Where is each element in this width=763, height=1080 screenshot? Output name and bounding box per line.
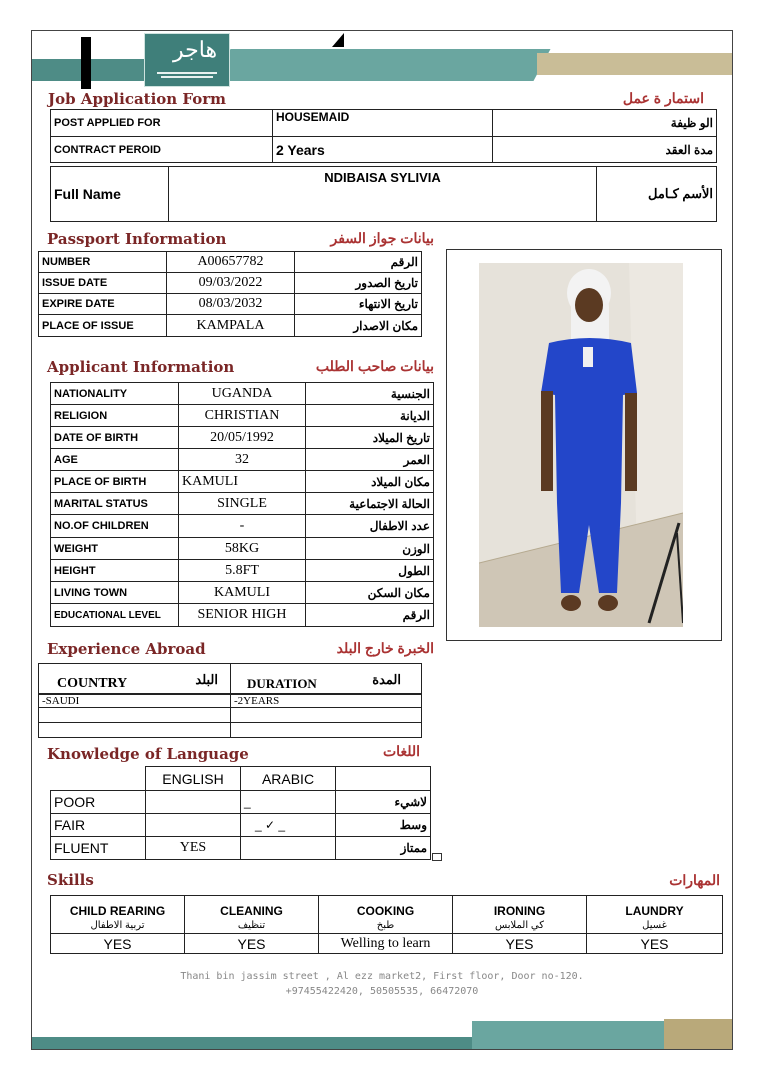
english-header: ENGLISH [146,767,241,791]
expire-date-label: EXPIRE DATE [39,294,167,315]
fair-english-cell [146,814,241,837]
issue-date-label-ar: تاريخ الصدور [295,273,422,294]
language-heading-ar: اللغات [383,743,420,759]
children-label: NO.OF CHILDREN [51,515,179,538]
place-of-issue-label-ar: مكان الاصدار [295,315,422,337]
country-header-label-ar: البلد [195,672,218,687]
arabic-header: ARABIC [241,767,336,791]
header-band-light [213,49,550,81]
experience-table [38,663,422,738]
marital-status-label-ar: الحالة الاجتماعية [306,493,434,515]
duration-header-label: DURATION [247,675,317,691]
religion-label-ar: الديانة [306,405,434,427]
passport-heading-ar: بيانات جواز السفر [330,230,434,246]
skill-laundry: LAUNDRY [587,896,723,918]
living-town-label-ar: مكان السكن [306,582,434,604]
height-label-ar: الطول [306,560,434,582]
company-address [102,969,662,999]
applicant-photo [479,263,683,627]
children-value: - [179,515,306,538]
applicant-heading-ar: بيانات صاحب الطلب [315,358,434,374]
country-header-label: COUNTRY [57,675,128,691]
age-label: AGE [51,449,179,471]
address-line: Thani bin jassim street , Al ezz market2, First floor, Door no-120. [180,971,584,982]
poor-label-ar: لاشيء [336,791,431,814]
language-corner-cell [51,767,146,791]
education-value: SENIOR HIGH [179,604,306,627]
nationality-value: UGANDA [179,383,306,405]
full-name-value: NDIBAISA SYLIVIA [169,167,597,222]
fair-label: FAIR [51,814,146,837]
skill-laundry-value: YES [587,934,723,954]
full-name-label-ar: الأسم كـامل [597,167,717,222]
applicant-heading: Applicant Information [47,358,235,376]
date-of-birth-label-ar: تاريخ الميلاد [306,427,434,449]
skill-cooking-ar: طبخ [319,918,453,934]
fluent-arabic-cell [241,837,336,860]
applicant-photo-frame [446,249,722,641]
expire-date-label-ar: تاريخ الانتهاء [295,294,422,315]
experience-empty-cell [39,708,231,723]
experience-country-cell: -SAUDI [39,694,231,708]
marital-status-value: SINGLE [179,493,306,515]
applicant-table [50,382,434,627]
contract-period-label: CONTRACT PEROID [51,137,273,163]
skill-child-rearing: CHILD REARING [51,896,185,918]
duration-header-label-ar: المدة [372,672,401,687]
post-applied-label-ar: الو ظيفة [493,110,717,137]
logo-mark: ﻫﺎﺟﺮ [173,38,218,63]
living-town-label: LIVING TOWN [51,582,179,604]
issue-date-value: 09/03/2022 [167,273,295,294]
experience-heading: Experience Abroad [47,640,206,658]
experience-duration-cell: -2YEARS [231,694,422,708]
place-of-issue-label: PLACE OF ISSUE [39,315,167,337]
poor-arabic-cell: _ [241,791,336,814]
phone-line: +97455422420, 50505535, 66472070 [285,986,479,997]
footer-band-tan [664,1019,733,1050]
full-name-label: Full Name [51,167,169,222]
age-value: 32 [179,449,306,471]
form-title-arabic: استمار ة عمل [622,90,704,106]
form-title: Job Application Form [48,90,227,108]
header-band-tan [537,53,733,75]
education-label: EDUCATIONAL LEVEL [51,604,179,627]
fluent-label-ar: ممتاز [336,837,431,860]
passport-number-label-ar: الرقم [295,252,422,273]
place-of-birth-label: PLACE OF BIRTH [51,471,179,493]
experience-empty-cell [231,708,422,723]
header-corner [332,33,344,47]
skill-child-rearing-ar: تربية الاطفال [51,918,185,934]
duration-header [231,664,422,694]
skills-heading: Skills [47,871,94,889]
contract-period-label-ar: مدة العقد [493,137,717,163]
experience-empty-cell [231,723,422,738]
height-label: HEIGHT [51,560,179,582]
fair-label-ar: وسط [336,814,431,837]
passport-table [38,251,422,337]
language-table [50,766,431,860]
applicant-photo-illustration [479,263,683,627]
religion-value: CHRISTIAN [179,405,306,427]
experience-empty-cell [39,723,231,738]
weight-value: 58KG [179,538,306,560]
fair-arabic-cell: _ ✓ _ [241,814,336,837]
issue-date-label: ISSUE DATE [39,273,167,294]
post-applied-label: POST APPLIED FOR [51,110,273,137]
full-name-table [50,166,717,222]
date-of-birth-label: DATE OF BIRTH [51,427,179,449]
age-label-ar: العمر [306,449,434,471]
passport-rows [39,252,422,337]
header-black-bar [81,37,91,89]
children-label-ar: عدد الاطفال [306,515,434,538]
place-of-birth-label-ar: مكان الميلاد [306,471,434,493]
poor-english-cell [146,791,241,814]
weight-label: WEIGHT [51,538,179,560]
footer-band-light [472,1021,672,1050]
passport-number-value: A00657782 [167,252,295,273]
religion-label: RELIGION [51,405,179,427]
skill-cooking-value: Welling to learn [319,934,453,954]
contract-period-value: 2 Years [273,137,493,163]
skill-laundry-ar: غسيل [587,918,723,934]
skills-heading-ar: المهارات [669,872,720,888]
skill-ironing: IRONING [453,896,587,918]
living-town-value: KAMULI [179,582,306,604]
language-header-blank [336,767,431,791]
skill-cleaning: CLEANING [185,896,319,918]
date-of-birth-value: 20/05/1992 [179,427,306,449]
application-form-page [31,30,733,1050]
country-header [39,664,231,694]
skill-ironing-ar: كي الملابس [453,918,587,934]
table-handle-icon [432,853,442,861]
skill-cleaning-ar: تنظيف [185,918,319,934]
skill-cooking: COOKING [319,896,453,918]
nationality-label-ar: الجنسية [306,383,434,405]
marital-status-label: MARITAL STATUS [51,493,179,515]
poor-label: POOR [51,791,146,814]
height-value: 5.8FT [179,560,306,582]
skill-cleaning-value: YES [185,934,319,954]
skill-child-rearing-value: YES [51,934,185,954]
passport-number-label: NUMBER [39,252,167,273]
expire-date-value: 08/03/2032 [167,294,295,315]
logo-subtitle [149,72,225,78]
weight-label-ar: الوزن [306,538,434,560]
language-heading: Knowledge of Language [47,745,249,763]
position-table [50,109,717,163]
education-label-ar: الرقم [306,604,434,627]
place-of-birth-value: KAMULI [179,471,306,493]
nationality-label: NATIONALITY [51,383,179,405]
company-logo [144,33,230,87]
footer-band-dark [32,1037,477,1050]
place-of-issue-value: KAMPALA [167,315,295,337]
skill-ironing-value: YES [453,934,587,954]
passport-heading: Passport Information [47,230,227,248]
fluent-label: FLUENT [51,837,146,860]
post-applied-value: HOUSEMAID [273,110,493,137]
experience-heading-ar: الخبرة خارج البلد [336,640,434,656]
fluent-english-cell: YES [146,837,241,860]
skills-table [50,895,723,954]
